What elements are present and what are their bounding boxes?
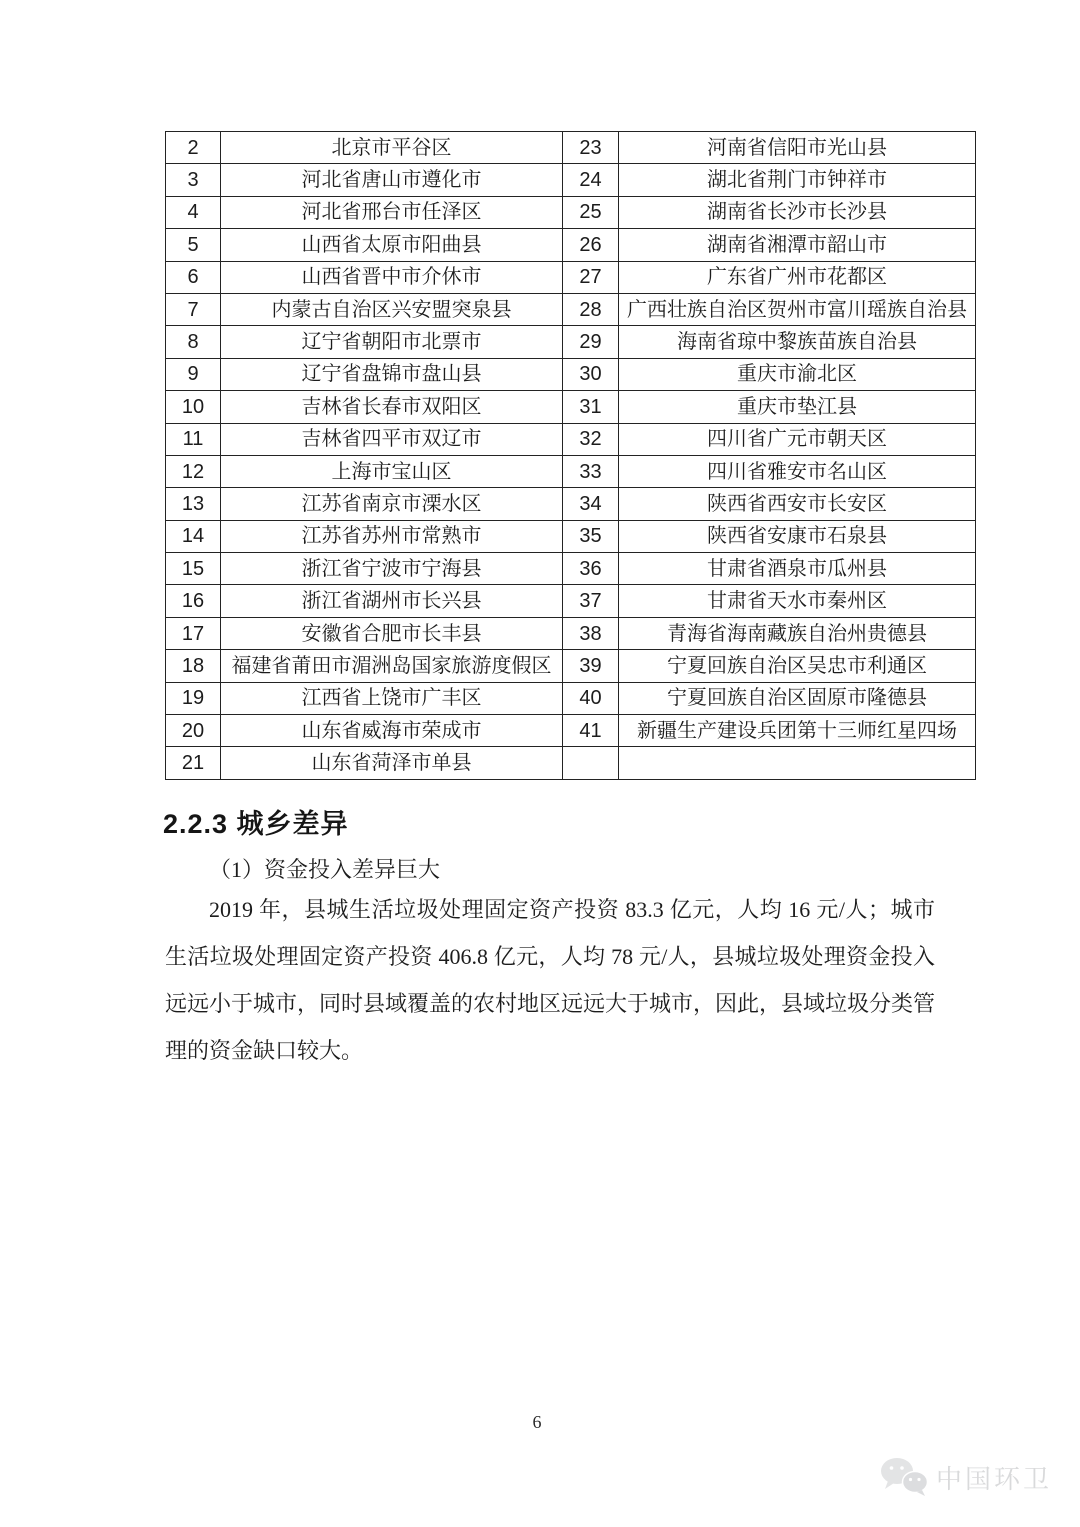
region-rank: 29 — [563, 326, 619, 358]
region-name: 河北省邢台市任泽区 — [221, 196, 563, 228]
page-number: 6 — [532, 1412, 542, 1432]
region-rank: 16 — [166, 585, 221, 617]
region-rank: 5 — [166, 229, 221, 261]
region-rank: 25 — [563, 196, 619, 228]
region-name: 河南省信阳市光山县 — [619, 132, 976, 164]
region-name: 福建省莆田市湄洲岛国家旅游度假区 — [221, 650, 563, 682]
region-rank: 3 — [166, 164, 221, 196]
region-rank: 10 — [166, 391, 221, 423]
region-name: 河北省唐山市遵化市 — [221, 164, 563, 196]
region-rank: 33 — [563, 455, 619, 487]
region-name: 山东省威海市荣成市 — [221, 715, 563, 747]
region-rank — [563, 747, 619, 779]
region-rank: 30 — [563, 358, 619, 390]
region-name: 辽宁省盘锦市盘山县 — [221, 358, 563, 390]
region-name: 湖南省长沙市长沙县 — [619, 196, 976, 228]
table-row — [166, 650, 976, 682]
region-name: 内蒙古自治区兴安盟突泉县 — [221, 293, 563, 325]
regions-table — [165, 131, 976, 780]
region-rank: 23 — [563, 132, 619, 164]
region-name: 山西省晋中市介休市 — [221, 261, 563, 293]
region-name: 甘肃省天水市秦州区 — [619, 585, 976, 617]
section-subheading: （1）资金投入差异巨大 — [209, 857, 441, 882]
region-name: 江苏省苏州市常熟市 — [221, 520, 563, 552]
region-name: 江西省上饶市广丰区 — [221, 682, 563, 714]
region-rank: 12 — [166, 455, 221, 487]
region-name: 重庆市垫江县 — [619, 391, 976, 423]
region-name: 广西壮族自治区贺州市富川瑶族自治县 — [619, 293, 976, 325]
table-row — [166, 585, 976, 617]
region-rank: 13 — [166, 488, 221, 520]
section-heading: 2.2.3 城乡差异 — [163, 809, 349, 839]
region-name: 江苏省南京市溧水区 — [221, 488, 563, 520]
region-name: 重庆市渝北区 — [619, 358, 976, 390]
publisher-watermark — [878, 1456, 1052, 1498]
region-rank: 24 — [563, 164, 619, 196]
region-rank: 19 — [166, 682, 221, 714]
region-name: 山东省菏泽市单县 — [221, 747, 563, 779]
table-row — [166, 391, 976, 423]
body-paragraph: 2019 年，县城生活垃圾处理固定资产投资 83.3 亿元，人均 16 元/人；城市生活垃圾处理固定资产投资 406.8 亿元，人均 78 元/人，县城垃圾处理资金投入远远小于城市，同时县域覆盖的农村地区远远大于城市，因此，县域垃圾分类管理的资金缺口较大。 — [165, 897, 936, 1063]
region-rank: 8 — [166, 326, 221, 358]
region-rank: 14 — [166, 520, 221, 552]
region-name: 湖南省湘潭市韶山市 — [619, 229, 976, 261]
region-rank: 38 — [563, 617, 619, 649]
region-rank: 34 — [563, 488, 619, 520]
region-name: 四川省雅安市名山区 — [619, 455, 976, 487]
region-name: 上海市宝山区 — [221, 455, 563, 487]
table-row — [166, 293, 976, 325]
region-name: 吉林省四平市双辽市 — [221, 423, 563, 455]
region-name: 北京市平谷区 — [221, 132, 563, 164]
region-name: 青海省海南藏族自治州贵德县 — [619, 617, 976, 649]
table-row — [166, 132, 976, 164]
wechat-icon — [878, 1456, 930, 1498]
region-rank: 37 — [563, 585, 619, 617]
region-name: 四川省广元市朝天区 — [619, 423, 976, 455]
region-name: 湖北省荆门市钟祥市 — [619, 164, 976, 196]
table-row — [166, 261, 976, 293]
region-rank: 35 — [563, 520, 619, 552]
region-rank: 26 — [563, 229, 619, 261]
region-rank: 4 — [166, 196, 221, 228]
region-name: 甘肃省酒泉市瓜州县 — [619, 553, 976, 585]
watermark-label: 中国环卫 — [935, 1463, 1052, 1494]
table-row — [166, 488, 976, 520]
table-row — [166, 229, 976, 261]
table-row — [166, 715, 976, 747]
region-rank: 32 — [563, 423, 619, 455]
region-rank: 9 — [166, 358, 221, 390]
region-name: 宁夏回族自治区固原市隆德县 — [619, 682, 976, 714]
region-name — [619, 747, 976, 779]
region-rank: 6 — [166, 261, 221, 293]
region-rank: 11 — [166, 423, 221, 455]
region-name: 辽宁省朝阳市北票市 — [221, 326, 563, 358]
region-name: 海南省琼中黎族苗族自治县 — [619, 326, 976, 358]
table-row — [166, 455, 976, 487]
region-name: 吉林省长春市双阳区 — [221, 391, 563, 423]
region-name: 广东省广州市花都区 — [619, 261, 976, 293]
region-name: 浙江省湖州市长兴县 — [221, 585, 563, 617]
region-rank: 17 — [166, 617, 221, 649]
table-row — [166, 164, 976, 196]
region-rank: 31 — [563, 391, 619, 423]
table-row — [166, 617, 976, 649]
region-name: 浙江省宁波市宁海县 — [221, 553, 563, 585]
region-name: 山西省太原市阳曲县 — [221, 229, 563, 261]
region-name: 陕西省安康市石泉县 — [619, 520, 976, 552]
region-rank: 20 — [166, 715, 221, 747]
region-rank: 15 — [166, 553, 221, 585]
region-rank: 36 — [563, 553, 619, 585]
table-row — [166, 682, 976, 714]
region-rank: 27 — [563, 261, 619, 293]
table-row — [166, 747, 976, 779]
region-rank: 7 — [166, 293, 221, 325]
region-rank: 21 — [166, 747, 221, 779]
region-rank: 2 — [166, 132, 221, 164]
table-row — [166, 423, 976, 455]
table-row — [166, 326, 976, 358]
table-row — [166, 196, 976, 228]
table-row — [166, 553, 976, 585]
region-rank: 39 — [563, 650, 619, 682]
region-rank: 40 — [563, 682, 619, 714]
table-row — [166, 520, 976, 552]
region-rank: 41 — [563, 715, 619, 747]
region-name: 陕西省西安市长安区 — [619, 488, 976, 520]
table-row — [166, 358, 976, 390]
region-name: 新疆生产建设兵团第十三师红星四场 — [619, 715, 976, 747]
region-name: 宁夏回族自治区吴忠市利通区 — [619, 650, 976, 682]
region-rank: 28 — [563, 293, 619, 325]
region-rank: 18 — [166, 650, 221, 682]
region-name: 安徽省合肥市长丰县 — [221, 617, 563, 649]
